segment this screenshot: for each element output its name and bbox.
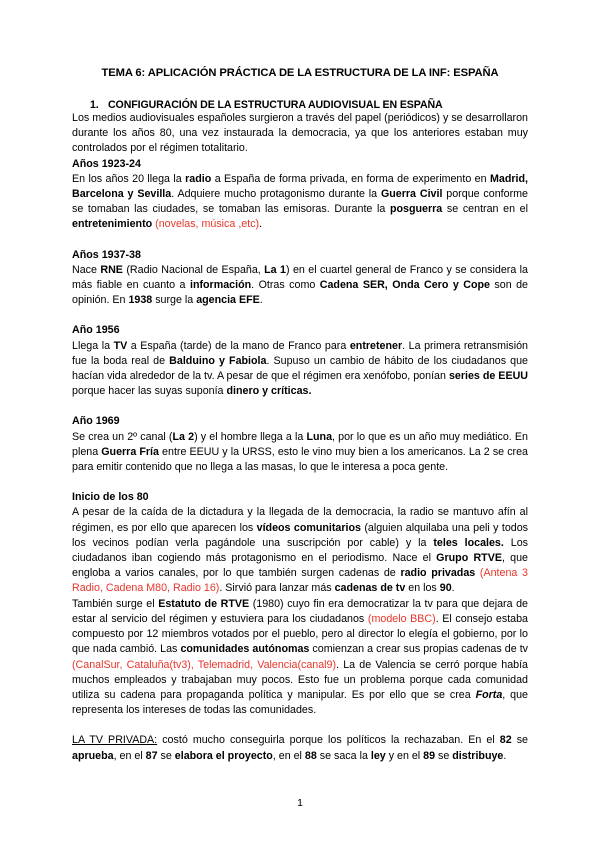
paragraph-tv-privada: LA TV PRIVADA: costó mucho conseguirla porque los políticos la rechazaban. En el 82 se aprueba, en el 87 se elabora el proyecto, en el 88 se saca la ley y en el 89 se distribuye. [72, 734, 528, 762]
intro-paragraph: Los medios audiovisuales españoles surgieron a través del papel (periódicos) y se desarrollaron durante los años 80, una vez instaurada la democracia, ya que los anteriores estaban muy controlados por el régimen totalitario. [72, 112, 528, 155]
heading-1956: Año 1956 [72, 324, 120, 337]
paragraph-1923: En los años 20 llega la radio a España de forma privada, en forma de experimento en Madrid, Barcelona y Sevilla. Adquiere mucho protagonismo durante la Guerra Civil porque conforme se tomaban las ciudades, se tomaban las emisoras. Durante la posguerra se centran en el entretenimiento (novelas, música ,etc). [72, 172, 528, 231]
section-title: CONFIGURACIÓN DE LA ESTRUCTURA AUDIOVISUAL EN ESPAÑA [108, 99, 443, 111]
paragraph-1956: Llega la TV a España (tarde) de la mano de Franco para entretener. La primera retransmisión fue la boda real de Balduino y Fabiola. Supuso un cambio de hábito de los ciudadanos que hacían vida alrededor de la tv. A pesar de que el régimen era xenófobo, ponían series de EEUU porque hacer las suyas suponía dinero y críticas. [72, 339, 529, 398]
paragraph-1937: Nace RNE (Radio Nacional de España, La 1) en el cuartel general de Franco y se considera la más fiable en cuanto a información. Otras como Cadena SER, Onda Cero y Cope son de opinión. En 1938 surge la agencia EFE. [72, 263, 528, 307]
heading-80s: Inicio de los 80 [72, 491, 149, 504]
paragraph-1969: Se crea un 2º canal (La 2) y el hombre llega a la Luna, por lo que es un año muy mediático. En plena Guerra Fría entre EEUU y la URSS, esto le vino muy bien a los americanos. La 2 se crea para emitir contenido que no llega a las masas, lo que le interesa a poca gente. [72, 430, 528, 474]
document-title: TEMA 6: APLICACIÓN PRÁCTICA DE LA ESTRUCTURA DE LA INF: ESPAÑA [101, 67, 499, 79]
heading-1923: Años 1923-24 [72, 157, 141, 170]
paragraph-80s: A pesar de la caída de la dictadura y la llegada de la democracia, la radio se mantuvo afín al régimen, es por ello que aparecen los vídeos comunitarios (alguien alquilaba una peli y todos los vecinos podían verla pagándole una suscripción por cable) y la teles locales. Los ciudadanos iban cogiendo más protagonismo en el periodismo. Nace el Grupo RTVE, que engloba a varios canales, por lo que también surgen cadenas de radio privadas (Antena 3 Radio, Cadena M80, Radio 16). Sirvió para lanzar más cadenas de tv en los 90. [72, 506, 528, 595]
document-page [72, 67, 528, 764]
section-heading [72, 99, 528, 111]
section-number: 1. [90, 99, 99, 111]
heading-1969: Año 1969 [72, 415, 120, 428]
page-number: 1 [297, 797, 303, 809]
paragraph-estatuto: También surge el Estatuto de RTVE (1980) cuyo fin era democratizar la tv para que dejara de estar al servicio del régimen y estuviera para los ciudadanos (modelo BBC). El consejo estaba compuesto por 12 miembros votados por el pueblo, pero al director lo elegía el gobierno, por lo que nada cambió. Las comunidades autónomas comienzan a crear sus propias cadenas de tv (CanalSur, Cataluña(tv3), Telemadrid, Valencia(canal9). La de Valencia se cerró porque había muchos empleados y trabajaban muy pocos. Esto fue un problema porque cada comunidad utiliza su cadena para propaganda política y manipular. Es por ello que se crea Forta, que representa los intereses de todas las comunidades. [72, 597, 529, 717]
heading-1937: Años 1937-38 [72, 248, 141, 261]
